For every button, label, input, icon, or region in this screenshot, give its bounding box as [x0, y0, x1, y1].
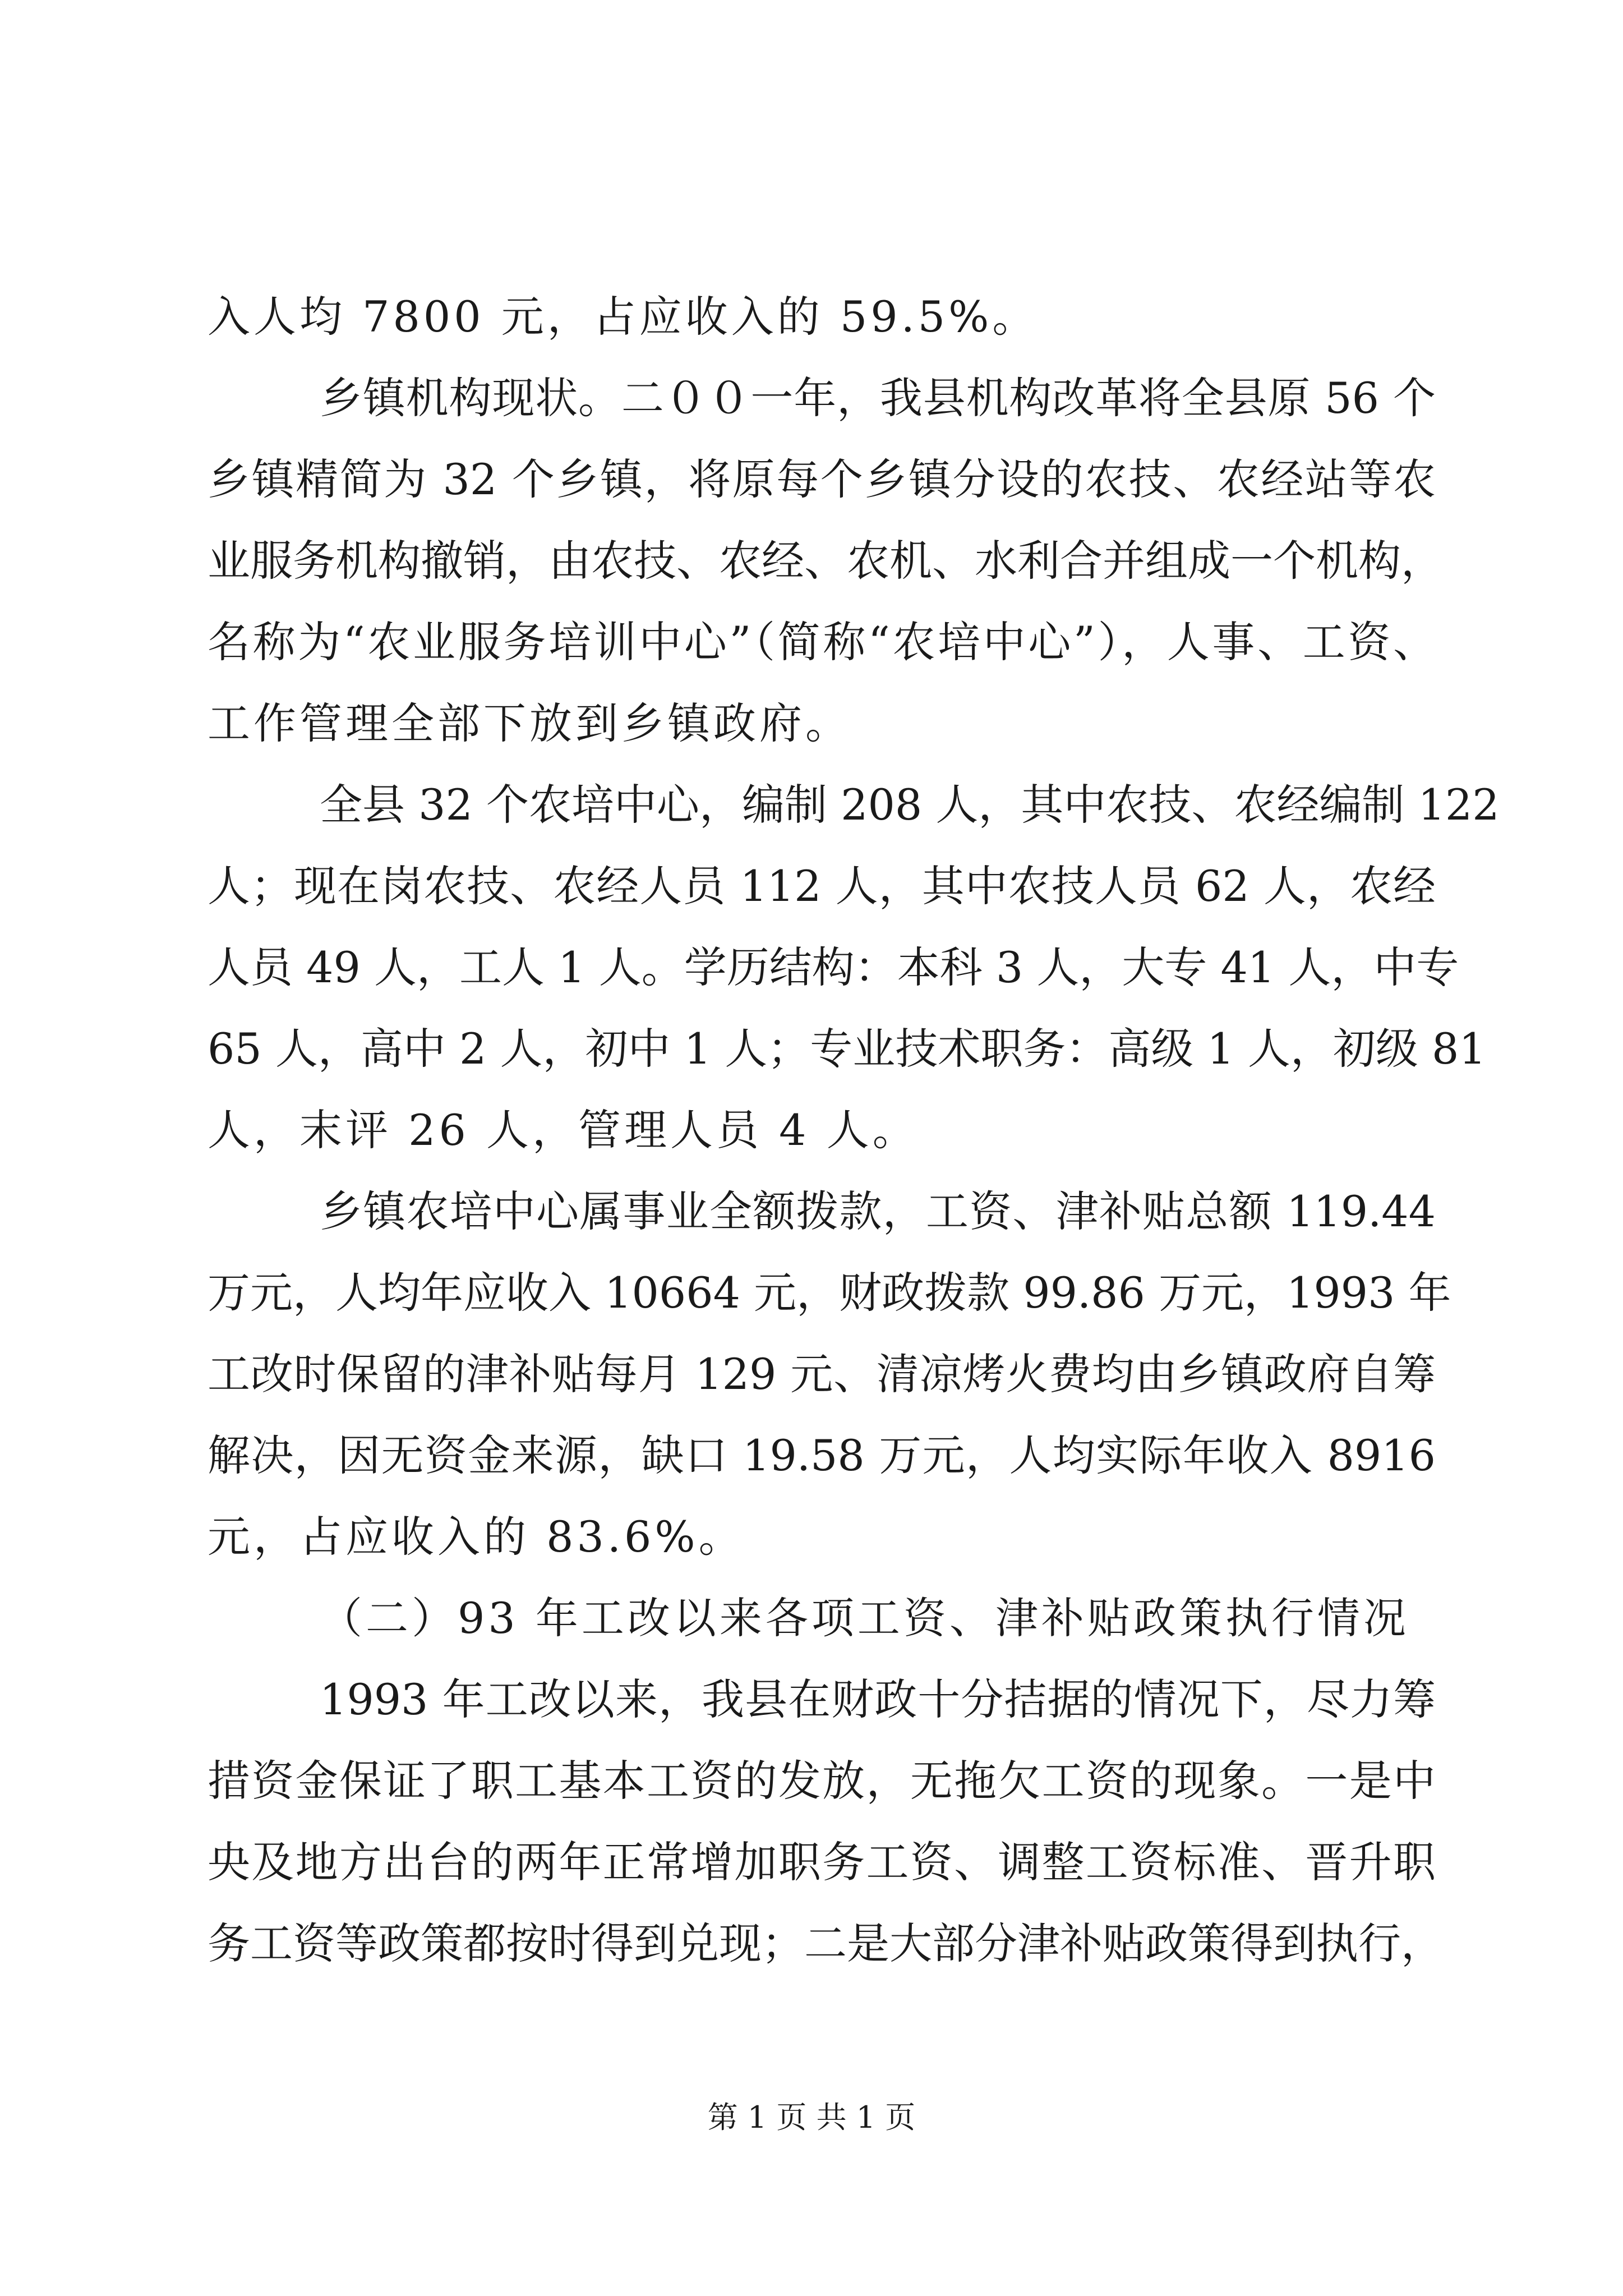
- text-line: 名称为“农业服务培训中心”（简称“农培中心”），人事、工资、: [208, 617, 1436, 667]
- text-line: 人员 49 人，工人 1 人。学历结构：本科 3 人，大专 41 人，中专: [208, 942, 1459, 992]
- text-line: 万元，人均年应收入 10664 元，财政拨款 99.86 万元，1993 年: [208, 1268, 1451, 1318]
- text-line: 央及地方出台的两年正常增加职务工资、调整工资标准、晋升职: [208, 1837, 1436, 1887]
- text-line: 人；现在岗农技、农经人员 112 人，其中农技人员 62 人，农经: [208, 861, 1436, 911]
- text-line: 措资金保证了职工基本工资的发放，无拖欠工资的现象。一是中: [208, 1756, 1436, 1806]
- text-line: 65 人，高中 2 人，初中 1 人；专业技术职务：高级 1 人，初级 81: [208, 1024, 1486, 1074]
- text-line: 工作管理全部下放到乡镇政府。: [208, 698, 851, 748]
- page-number-footer: 第 1 页 共 1 页: [707, 2100, 916, 2135]
- text-line: 解决，因无资金来源，缺口 19.58 万元，人均实际年收入 8916: [208, 1430, 1436, 1480]
- text-line: 入人均 7800 元，占应收入的 59.5%。: [208, 292, 1039, 342]
- paragraph-first-line: 全县 32 个农培中心，编制 208 人，其中农技、农经编制 122: [320, 780, 1500, 830]
- section-heading: （二）93 年工改以来各项工资、津补贴政策执行情况: [320, 1593, 1409, 1643]
- paragraph-first-line: 乡镇农培中心属事业全额拨款，工资、津补贴总额 119.44: [320, 1186, 1436, 1236]
- text-line: 务工资等政策都按时得到兑现；二是大部分津补贴政策得到执行，: [208, 1918, 1444, 1968]
- text-line: 工改时保留的津补贴每月 129 元、清凉烤火费均由乡镇政府自筹: [208, 1349, 1436, 1399]
- text-line: 乡镇精简为 32 个乡镇，将原每个乡镇分设的农技、农经站等农: [208, 454, 1436, 504]
- text-line: 元，占应收入的 83.6%。: [208, 1512, 745, 1562]
- paragraph-first-line: 1993 年工改以来，我县在财政十分拮据的情况下，尽力筹: [320, 1674, 1436, 1724]
- paragraph-first-line: 乡镇机构现状。二００一年，我县机构改革将全县原 56 个: [320, 373, 1436, 423]
- text-line: 业服务机构撤销，由农技、农经、农机、水利合并组成一个机构，: [208, 536, 1444, 586]
- text-line: 人，末评 26 人，管理人员 4 人。: [208, 1105, 919, 1155]
